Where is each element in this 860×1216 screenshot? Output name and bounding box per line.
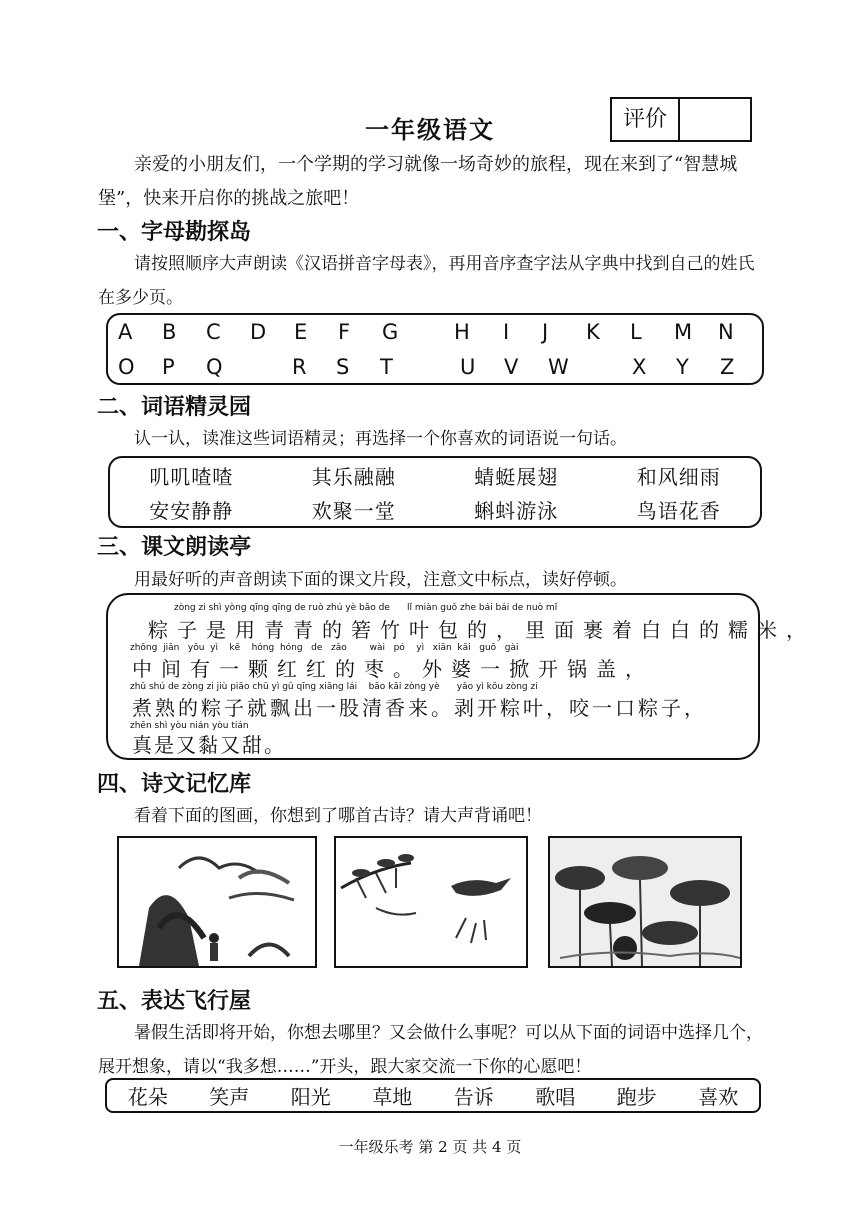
section3-heading: 三、课文朗读亭: [97, 534, 252, 560]
wish-words-row: [107, 1080, 759, 1111]
letter: Q: [206, 355, 223, 379]
letter: L: [630, 320, 642, 344]
wish-word: 喜欢: [698, 1085, 739, 1109]
reading-box: [106, 593, 815, 760]
section4-heading: 四、诗文记忆库: [97, 771, 252, 797]
wish-word: 花朵: [127, 1085, 168, 1109]
letter: F: [338, 320, 351, 344]
alphabet-box: [106, 313, 764, 385]
word-item: 蜻蜓展翅: [474, 464, 559, 489]
evaluation-blank: [680, 99, 750, 140]
reading-line: 粽子是用青青的箬竹叶包的，里面裹着白白的糯米，: [148, 618, 815, 642]
reading-line: 煮熟的粽子就飘出一股清香来。剥开粽叶，咬一口粽子，: [132, 696, 707, 720]
alphabet-row-1: [108, 320, 762, 350]
section4-instruction: 看着下面的图画，你想到了哪首古诗？请大声背诵吧！: [134, 806, 542, 826]
alphabet-row-2: [108, 355, 762, 385]
letter: R: [292, 355, 307, 379]
letter: O: [118, 355, 135, 379]
wish-word: 告诉: [453, 1085, 494, 1109]
letter: G: [382, 320, 399, 344]
wish-word: 阳光: [290, 1085, 331, 1109]
poem-picture-mountain: [117, 836, 317, 968]
letter: C: [206, 320, 221, 344]
poem-picture-bird: [334, 836, 528, 968]
words-grid: [110, 458, 760, 526]
letter: B: [162, 320, 177, 344]
word-item: 蝌蚪游泳: [474, 498, 559, 523]
poem-picture-lotus: [548, 836, 742, 968]
letter: M: [674, 320, 693, 344]
word-item: 安安静静: [149, 498, 234, 523]
letter: D: [250, 320, 267, 344]
letter: W: [548, 355, 569, 379]
section1-instruction: 请按照顺序大声朗读《汉语拼音字母表》，再用音序查字法从字典中找到自己的姓氏在多少页。: [98, 254, 755, 308]
reading-line: 中间有一颗红红的枣。外婆一掀开锅盖，: [132, 657, 654, 681]
section2-instruction: 认一认，读准这些词语精灵；再选择一个你喜欢的词语说一句话。: [134, 429, 627, 449]
page-title: 一年级语文: [365, 115, 495, 144]
pinyin-line: zhēn shì yòu nián yòu tián: [130, 721, 249, 731]
letter: K: [586, 320, 600, 344]
section5-heading: 五、表达飞行屋: [97, 988, 252, 1014]
letter: S: [336, 355, 350, 379]
letter: I: [503, 320, 510, 344]
pinyin-line: zòng zi shì yòng qīng qīng de ruò zhú yè bāo de lǐ miàn guǒ zhe bái bái de nuò mǐ: [174, 603, 558, 613]
wish-word: 歌唱: [535, 1085, 576, 1109]
intro-paragraph: 亲爱的小朋友们，一个学期的学习就像一场奇妙的旅程，现在来到了“智慧城堡”，快来开启你的挑战之旅吧！: [98, 154, 738, 209]
letter: P: [162, 355, 175, 379]
wish-word: 跑步: [616, 1085, 657, 1109]
mountain-painting: [119, 838, 315, 966]
word-item: 其乐融融: [311, 464, 396, 489]
letter: X: [632, 355, 647, 379]
bird-painting: [336, 838, 526, 966]
letter: A: [118, 320, 133, 344]
letter: Z: [720, 355, 735, 379]
words-box: [108, 456, 762, 528]
word-item: 鸟语花香: [636, 498, 721, 523]
letter: V: [504, 355, 519, 379]
wish-word: 笑声: [209, 1085, 250, 1109]
page-footer: 一年级乐考 第 2 页 共 4 页: [338, 1138, 522, 1156]
evaluation-box: [610, 97, 752, 142]
pinyin-line: zhōng jiān yǒu yì kē hóng hóng de zǎo wài pó yì xiān kāi guō gài: [130, 643, 519, 653]
letter: Y: [676, 355, 689, 379]
word-item: 欢聚一堂: [311, 498, 396, 523]
reading-line: 真是又黏又甜。: [132, 733, 286, 757]
section3-instruction: 用最好听的声音朗读下面的课文片段，注意文中标点，读好停顿。: [134, 570, 627, 590]
evaluation-label: 评价: [612, 99, 680, 140]
letter: J: [542, 320, 549, 344]
word-item: 叽叽喳喳: [149, 464, 234, 489]
letter: E: [294, 320, 308, 344]
word-item: 和风细雨: [636, 464, 721, 489]
section1-heading: 一、字母勘探岛: [97, 219, 252, 245]
section5-instruction: 暑假生活即将开始，你想去哪里？又会做什么事呢？可以从下面的词语中选择几个，展开想象，请以“我多想……”开头，跟大家交流一下你的心愿吧！: [98, 1023, 763, 1077]
letter: U: [460, 355, 476, 379]
letter: H: [454, 320, 470, 344]
wish-words-box: [105, 1078, 761, 1113]
pinyin-line: zhǔ shú de zòng zi jiù piāo chū yì gǔ qīng xiāng lái bāo kāi zòng yè yǎo yì kǒu zòng zi: [130, 682, 538, 692]
section2-heading: 二、词语精灵园: [97, 394, 252, 420]
letter: T: [380, 355, 393, 379]
lotus-painting: [550, 838, 740, 966]
wish-word: 草地: [372, 1085, 413, 1109]
letter: N: [718, 320, 734, 344]
